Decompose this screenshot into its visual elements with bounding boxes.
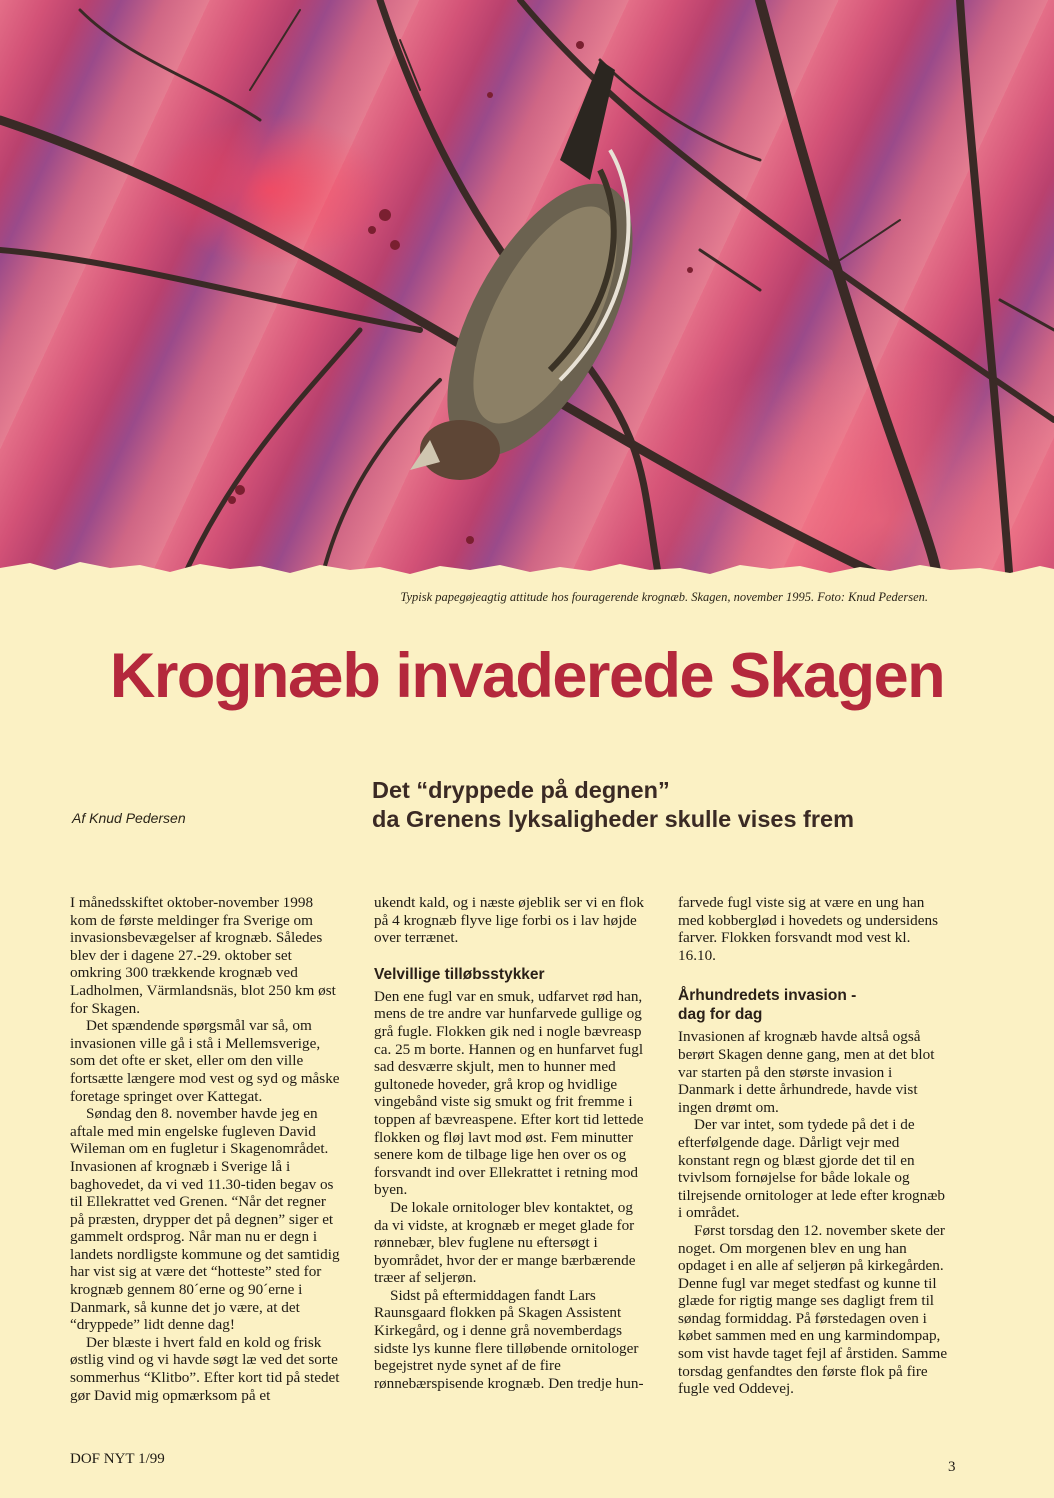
paragraph: Søndag den 8. november havde jeg en aftale med min engelske fugleven David Wileman om en fugletur i Skagenområdet. Invasionen af krognæb i Sverige lå i baghovedet, da vi ved 11.30-tiden begav os til Ellekrattet ved Grenen. “Når det regner på præsten, drypper det på degnen” siger et gammelt ordsprog. Når man nu er degn i landets nordligste kommune og det samtidig har vist sig at være det “hotteste” sted for krognæb gennem 80´erne og 90´erne i Danmark, så kunne det jo være, at det “dryppede” lidt denne dag!	[70, 1105, 340, 1334]
subtitle-line-2: da Grenens lyksaligheder skulle vises frem	[372, 806, 854, 832]
paragraph: Invasionen af krognæb havde altså også berørt Skagen denne gang, men at det blot var starten på den største invasion i Danmark i dette århundrede, havde vist ingen drømt om.	[678, 1028, 935, 1116]
section-heading: dag for dag	[678, 1006, 763, 1024]
subtitle	[372, 776, 932, 834]
paragraph: Sidst på eftermiddagen fandt Lars Raunsgaard flokken på Skagen Assistent Kirkegård, og i denne grå novemberdags sidste lys kunne flere tilløbende ornitologer begejstret nyde synet af de fire rønnebærspisende krognæb. Den tredje hun-	[374, 1286, 644, 1392]
footer-issue: DOF NYT 1/99	[70, 1451, 165, 1467]
bird-on-branch-illustration	[0, 0, 1054, 585]
paragraph: De lokale ornitologer blev kontaktet, og da vi vidste, at krognæb er meget glade for rønnebær, blev fuglene nu eftersøgt i byområdet, hvor der er mange bærbærende træer af seljerøn.	[374, 1198, 636, 1287]
section-heading: Århundredets invasion -	[678, 987, 857, 1005]
text-column-2	[374, 894, 646, 1392]
paragraph: I månedsskiftet oktober-november 1998 kom de første meldinger fra Sverige om invasionsbevægelser af krognæb. Således blev der i dagene 27.-29. oktober set omkring 300 trækkende krognæb ved Ladholmen, Värmlandsnäs, blot 250 km øst for Skagen.	[70, 894, 336, 1017]
text-column-3	[678, 894, 950, 1398]
section-heading: Velvillige tilløbsstykker	[374, 965, 545, 983]
paragraph: Den ene fugl var en smuk, udfarvet rød han, mens de tre andre var hunfarvede gullige og grå fugle. Flokken gik ned i nogle bævreasp ca. 25 m borte. Hannen og en hunfarvet fugl sad desværre skjult, men to hunner med gultonede hoveder, grå krop og hvidlige vingebånd viste sig smukt og frit fremme i toppen af bævreaspene. Efter kort tid lettede flokken og fløj lavt mod øst. Fem minutter senere kom de tilbage lige hen over os og forsvandt ind over Ellekrattet i retning mod byen.	[374, 987, 644, 1199]
paragraph: Der blæste i hvert fald en kold og frisk østlig vind og vi havde søgt læ ved det sorte sommerhus “Klitbo”. Efter kort tid på stedet gør David mig opmærksom på et	[70, 1333, 340, 1404]
paragraph: Det spændende spørgsmål var så, om invasionen ville gå i stå i Mellemsverige, som det ofte er sket, eller om den ville fortsætte længere mod vest og syd og måske foretage springet over Kattegat.	[70, 1017, 340, 1105]
paragraph: Der var intet, som tydede på det i de efterfølgende dage. Dårligt vejr med konstant regn og blæst gjorde det til en tvivlsom fornøjelse for både lokale og tilrejsende ornitologer at lede efter krognæb i området.	[678, 1116, 945, 1222]
paragraph: ukendt kald, og i næste øjeblik ser vi en flok på 4 krognæb flyve lige forbi os i lav højde over terrænet.	[374, 894, 644, 947]
page-number: 3	[948, 1459, 956, 1475]
paragraph: Først torsdag den 12. november skete der noget. Om morgenen blev en ung han opdaget i en alle af seljerøn på kirkegården. Denne fugl var meget stedfast og kunne til glæde for rigtig mange ses dagligt frem til søndag formiddag. På førstedagen oven i købet sammen med en ung karmindompap, som vist havde taget fejl af årstiden. Samme torsdag genfandtes den første flok på fire fugle ved Oddevej.	[678, 1221, 948, 1398]
byline: Af Knud Pedersen	[72, 810, 186, 826]
article-title: Krognæb invaderede Skagen	[109, 641, 945, 711]
header-photo	[0, 0, 1054, 585]
subtitle-line-1: Det “dryppede på degnen”	[372, 777, 670, 803]
photo-caption: Typisk papegøjeagtig attitude hos fouragerende krognæb. Skagen, november 1995. Foto: Knud Pedersen.	[400, 590, 928, 604]
text-column-1	[70, 894, 342, 1404]
paragraph: farvede fugl viste sig at være en ung han med kobberglød i hovedets og undersidens farver. Flokken forsvandt mod vest kl. 16.10.	[678, 894, 938, 964]
